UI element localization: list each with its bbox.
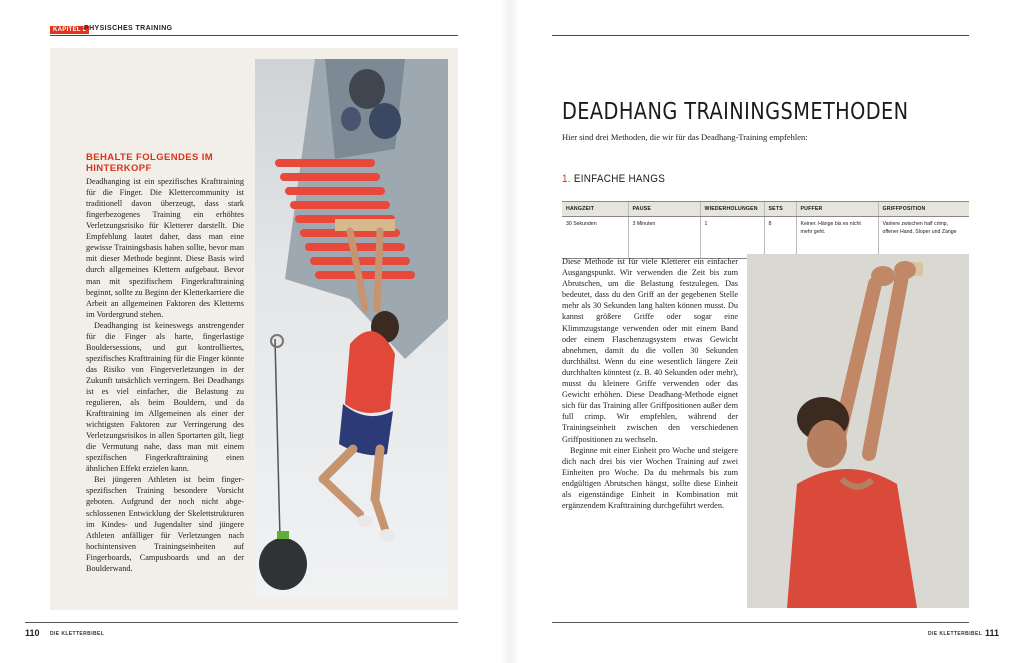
section-heading	[562, 173, 665, 185]
sidebar-paragraph: Deadhanging ist ein spezifisches Krafttraining für die Finger. Die Klettercommunity ist traditionell davon überzeugt, dass stark fingerbezogenes Training ein erhöhtes Verletzungsrisiko für Kletterer darstellt. Die Empfehlung lautet daher, dass man eine gewisse Trainingsbasis haben sollte, bevor man mit dieser Methode beginnt. Diese Basis wird durch allgemeines Klettern aufgebaut. Bevor man mit spezifischem Fingerkrafttraining beginnt, sollte zu Beginn der Kletterkarriere die Arbeit an allgemeinen Faktoren des Kletterns im Vordergrund stehen.	[86, 177, 244, 319]
gutter	[500, 0, 520, 663]
chapter-tag: KAPITEL 2	[50, 26, 89, 34]
page-title: DEADHANG TRAININGSMETHODEN	[562, 99, 909, 125]
sidebar-paragraph: Deadhanging ist keineswegs anstrengender für die Finger als harte, fingerlastige Bouldersessions, und gut kontrolliertes, spezifisches Krafttraining für die Finger könnte das Risiko von Fingerverletzungen in der Zukunft tatsächlich verringern. Bei Deadhangs ist es viel einfacher, die Belastung zu regulieren, als beim Bouldern, und da Krafttraining im Allgemeinen als einer der wichtigsten Faktoren zur Verringerung des Verletzungsrisikos in allen Sportarten gilt, liegt die Vermutung nahe, dass man mit einem spezifischen Fingerkrafttraining einen ähnlichen Effekt erzielen kann.	[86, 320, 244, 474]
body-paragraph: Diese Methode ist für viele Kletterer ein einfacher Ausgangspunkt. Wir verwenden die Zeit bis zum Abrutschen, um die Belastung festzulegen. Das bedeutet, dass du den Griff an der gegebenen Stelle mehr als 30 Sekunden lang halten können musst. Du kannst größere Griffe oder sogar eine Klimmzugstange verwenden oder mit einem Band oder einem Flaschenzugsystem etwas Gewicht abnehmen, damit du die vollen 30 Sekunden durchhältst. Wenn du eine wesentlich längere Zeit durchhalten könntest (z. B. 40 Sekunden oder mehr), musst du kleinere Griffe verwenden oder das Gewicht erhöhen. Diese Deadhang-Methode eignet sich für das Training aller Griffpositionen außer dem full crimp. Wir empfehlen, während der Trainingseinheit zwischen den verschiedenen Griffpositionen zu wechseln.	[562, 257, 738, 444]
table-header-cell: PUFFER	[796, 202, 878, 217]
table-cell: Keiner. Hänge bis es nicht mehr geht.	[796, 217, 878, 259]
body-paragraph: Beginne mit einer Einheit pro Woche und steigere dich nach drei bis vier Wochen Training auf zwei Einheiten pro Woche. Da du mehrmals bis zum endgültigen Abrutschen hängst, sollte diese Einheit als eigenständige Einheit in Kombination mit ergänzendem Krafttraining durchgeführt werden.	[562, 445, 738, 511]
climber-photo-right	[747, 254, 969, 608]
page-number-left: 110	[25, 628, 40, 638]
table-header-cell: SETS	[764, 202, 796, 217]
chapter-title: PHYSISCHES TRAINING	[84, 25, 173, 32]
section-title: EINFACHE HANGS	[573, 173, 666, 185]
header-rule	[50, 35, 458, 36]
table-cell: 1	[700, 217, 764, 259]
book-title-left: DIE KLETTERBIBEL	[50, 631, 105, 637]
table-cell: 8	[764, 217, 796, 259]
footer-rule-right	[552, 622, 969, 623]
footer-rule	[25, 622, 458, 623]
table-header-cell: GRIFFPOSITION	[878, 202, 969, 217]
sidebar-text	[86, 152, 244, 574]
table-header-row	[562, 202, 969, 217]
sidebar-paragraph: Bei jüngeren Athleten ist beim fingerspezifischen Training besondere Vorsicht geboten. Aufgrund der noch nicht abgeschlossenen Entwicklung der Skelettstrukturen im Kindes- und Jugendalter sind jüngere Athleten anfälliger für Verletzungen nach hochintensiven Trainingseinheiten auf Fingerboards, Campusboards und an der Boulderwand.	[86, 475, 244, 573]
climber-portrait-illustration	[747, 254, 969, 608]
table-cell: 30 Sekunden	[562, 217, 628, 259]
body-text	[562, 256, 738, 511]
intro-text: Hier sind drei Methoden, die wir für das Deadhang-Training empfehlen:	[562, 132, 808, 142]
table-cell: 3 Minuten	[628, 217, 700, 259]
page-number-right: 111	[985, 628, 1000, 638]
table-header-cell: HANGZEIT	[562, 202, 628, 217]
table-header-cell: PAUSE	[628, 202, 700, 217]
table-row	[562, 217, 969, 259]
book-title-right: DIE KLETTERBIBEL	[928, 631, 983, 637]
sidebar-heading: BEHALTE FOLGENDES IM HINTERKOPF	[86, 152, 214, 175]
section-number: 1.	[562, 173, 571, 185]
climbing-wall-illustration	[255, 59, 448, 598]
climber-photo-left	[255, 59, 448, 598]
methods-table	[562, 201, 969, 259]
header-rule-right	[552, 35, 969, 36]
table-header-cell: WIEDERHOLUNGEN	[700, 202, 764, 217]
table-cell: Variiere zwischen half crimp, offener Hand, Sloper und Zange	[878, 217, 969, 259]
